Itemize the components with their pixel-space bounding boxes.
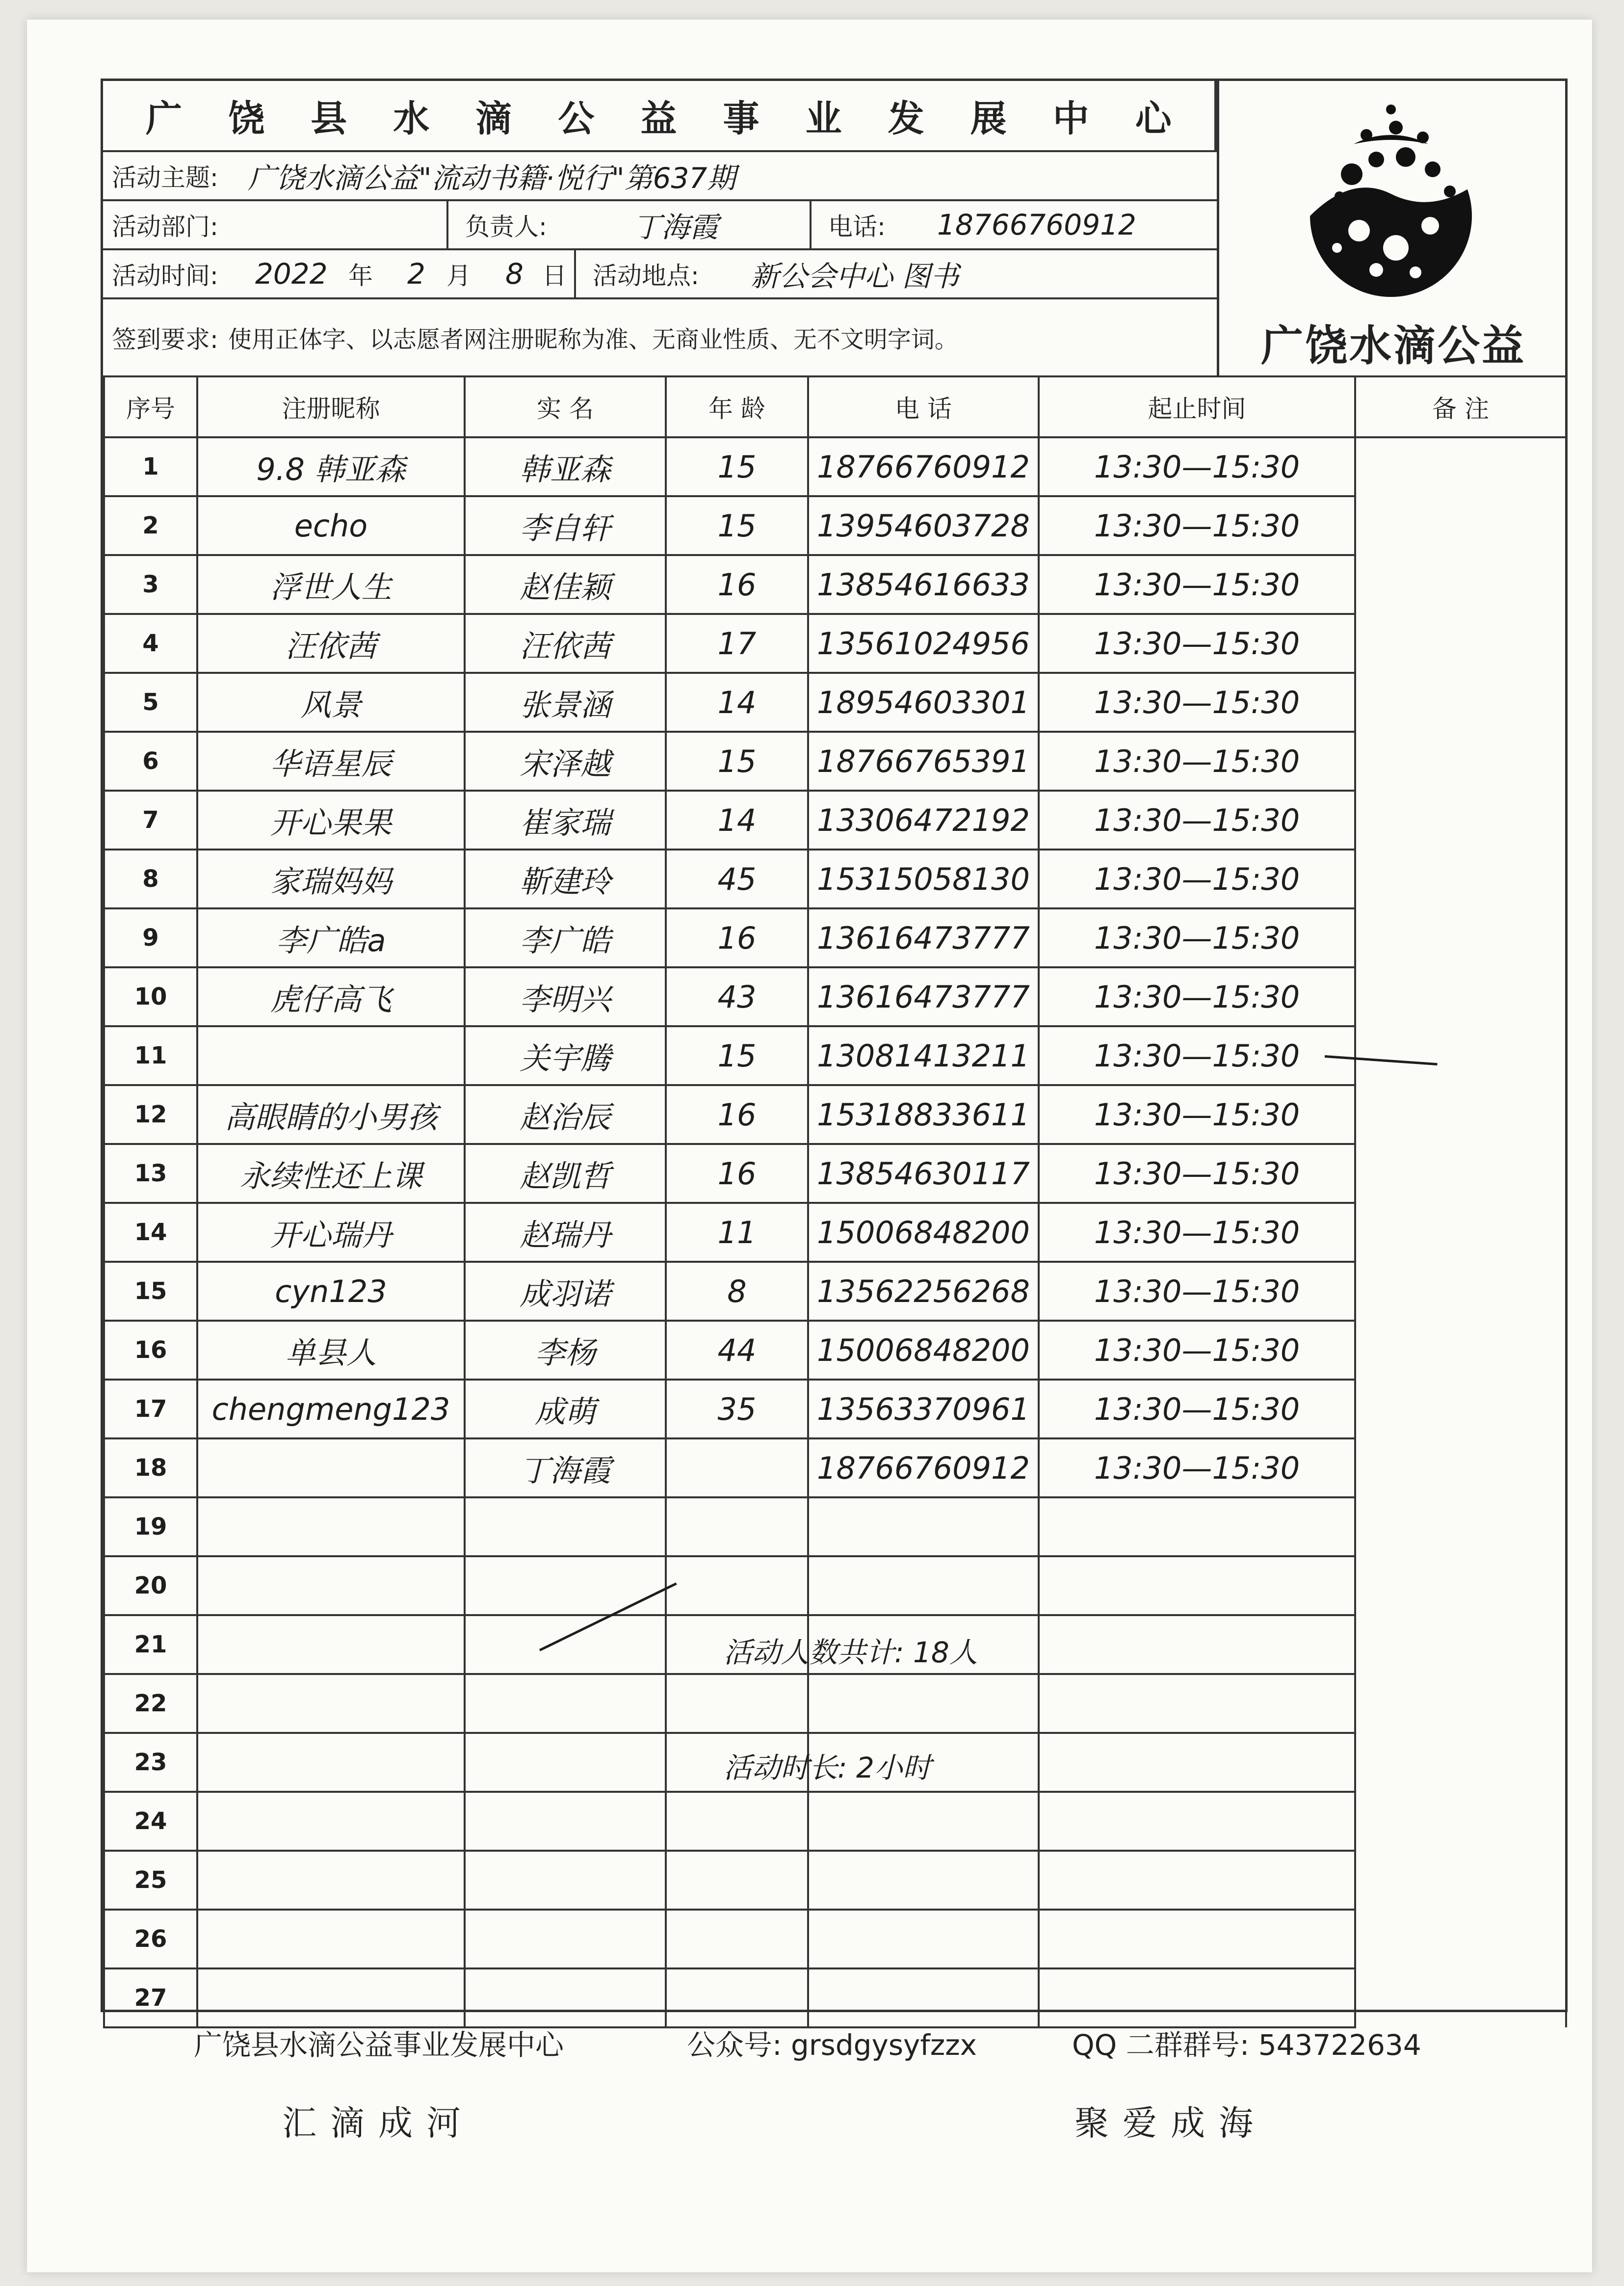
cell-phone [808, 1968, 1039, 2027]
cell-name: 李广皓 [465, 908, 666, 967]
cell-remark [1355, 1497, 1566, 1556]
cell-remark [1355, 1262, 1566, 1321]
cell-name: 汪依茜 [465, 614, 666, 673]
cell-phone: 15006848200 [808, 1203, 1039, 1262]
cell-time: 13:30—15:30 [1039, 850, 1355, 908]
table-row [104, 614, 1566, 673]
cell-age: 16 [666, 1144, 808, 1203]
cell-age [666, 1556, 808, 1615]
cell-no: 3 [104, 555, 197, 614]
title-char: 事 [723, 97, 760, 140]
cell-remark [1355, 850, 1566, 908]
divider [574, 250, 576, 297]
cell-no: 17 [104, 1380, 197, 1438]
time-month-unit: 月 [446, 262, 471, 290]
cell-phone: 13081413211 [808, 1026, 1039, 1085]
cell-nickname: chengmeng123 [197, 1380, 465, 1438]
cell-phone: 18954603301 [808, 673, 1039, 732]
cell-time [1039, 1556, 1355, 1615]
cell-remark [1355, 1380, 1566, 1438]
footer-qq: QQ 二群群号: 543722634 [1072, 2028, 1421, 2062]
cell-no: 18 [104, 1438, 197, 1497]
cell-no: 11 [104, 1026, 197, 1085]
cell-time: 13:30—15:30 [1039, 673, 1355, 732]
logo [1217, 81, 1565, 375]
cell-age [666, 1438, 808, 1497]
place-label: 活动地点: [593, 262, 699, 290]
motto-left: 汇滴成河 [282, 2103, 474, 2143]
cell-time: 13:30—15:30 [1039, 555, 1355, 614]
cell-remark [1355, 1733, 1566, 1792]
cell-phone: 13854616633 [808, 555, 1039, 614]
cell-no: 1 [104, 437, 197, 496]
cell-name: 丁海霞 [465, 1438, 666, 1497]
cell-name [465, 1497, 666, 1556]
cell-time: 13:30—15:30 [1039, 732, 1355, 791]
cell-no: 2 [104, 496, 197, 555]
cell-remark [1355, 1203, 1566, 1262]
table-row [104, 555, 1566, 614]
time-year: 2022 [255, 257, 328, 291]
cell-time: 13:30—15:30 [1039, 437, 1355, 496]
cell-no: 21 [104, 1615, 197, 1674]
cell-time [1039, 1497, 1355, 1556]
cell-name: 赵凯哲 [465, 1144, 666, 1203]
phone-value: 18766760912 [937, 208, 1136, 241]
cell-name: 李明兴 [465, 967, 666, 1026]
cell-nickname [197, 1674, 465, 1733]
col-header-remark: 备 注 [1355, 376, 1566, 437]
cell-time: 13:30—15:30 [1039, 908, 1355, 967]
cell-remark [1355, 1556, 1566, 1615]
cell-remark [1355, 1144, 1566, 1203]
cell-phone: 13616473777 [808, 967, 1039, 1026]
cell-phone: 18766765391 [808, 732, 1039, 791]
col-header-nickname: 注册昵称 [197, 376, 465, 437]
cell-nickname: 开心瑞丹 [197, 1203, 465, 1262]
title-char: 县 [311, 97, 347, 140]
cell-time [1039, 1910, 1355, 1968]
cell-time [1039, 1615, 1355, 1674]
title-char: 公 [558, 97, 595, 140]
footer-org: 广饶县水滴公益事业发展中心 [194, 2028, 564, 2062]
cell-remark [1355, 1851, 1566, 1910]
table-row [104, 1203, 1566, 1262]
time-label: 活动时间: [112, 262, 218, 290]
col-header-phone: 电 话 [808, 376, 1039, 437]
cell-name: 张景涵 [465, 673, 666, 732]
cell-age: 45 [666, 850, 808, 908]
cell-nickname [197, 1438, 465, 1497]
cell-nickname: echo [197, 496, 465, 555]
title-char: 水 [393, 97, 430, 140]
cell-no: 6 [104, 732, 197, 791]
cell-no: 25 [104, 1851, 197, 1910]
cell-nickname [197, 1556, 465, 1615]
cell-no: 7 [104, 791, 197, 850]
dept-row [103, 201, 1217, 250]
cell-nickname: 华语星辰 [197, 732, 465, 791]
cell-phone: 15315058130 [808, 850, 1039, 908]
divider [446, 201, 448, 248]
cell-no: 24 [104, 1792, 197, 1851]
cell-age: 8 [666, 1262, 808, 1321]
cell-no: 14 [104, 1203, 197, 1262]
cell-time: 13:30—15:30 [1039, 1321, 1355, 1380]
cell-remark [1355, 1968, 1566, 2027]
cell-name: 李杨 [465, 1321, 666, 1380]
table-row [104, 496, 1566, 555]
cell-age: 15 [666, 437, 808, 496]
title-char: 中 [1052, 97, 1089, 140]
title-char: 益 [640, 97, 677, 140]
cell-name: 赵治辰 [465, 1085, 666, 1144]
cell-nickname: 高眼睛的小男孩 [197, 1085, 465, 1144]
cell-remark [1355, 437, 1566, 496]
cell-age [666, 1674, 808, 1733]
table-row [104, 732, 1566, 791]
cell-name [465, 1674, 666, 1733]
cell-time [1039, 1733, 1355, 1792]
cell-phone: 13563370961 [808, 1380, 1039, 1438]
cell-remark [1355, 1674, 1566, 1733]
title-char: 展 [970, 97, 1007, 140]
cell-age [666, 1497, 808, 1556]
cell-no: 8 [104, 850, 197, 908]
time-year-unit: 年 [348, 262, 373, 290]
table-header-row [104, 376, 1566, 437]
cell-phone [808, 1674, 1039, 1733]
cell-age: 16 [666, 555, 808, 614]
divider [810, 201, 812, 248]
cell-no: 26 [104, 1910, 197, 1968]
col-header-no: 序号 [104, 376, 197, 437]
cell-no: 10 [104, 967, 197, 1026]
cell-phone: 13954603728 [808, 496, 1039, 555]
cell-name: 崔家瑞 [465, 791, 666, 850]
cell-name [465, 1910, 666, 1968]
cell-nickname: cyn123 [197, 1262, 465, 1321]
cell-nickname: 风景 [197, 673, 465, 732]
cell-age: 11 [666, 1203, 808, 1262]
cell-time: 13:30—15:30 [1039, 1203, 1355, 1262]
time-row [103, 250, 1217, 299]
cell-remark [1355, 614, 1566, 673]
cell-time [1039, 1792, 1355, 1851]
org-title [103, 81, 1217, 152]
time-day: 8 [505, 257, 524, 291]
table-row [104, 1262, 1566, 1321]
cell-nickname: 永续性还上课 [197, 1144, 465, 1203]
cell-age: 15 [666, 1026, 808, 1085]
cell-remark [1355, 1321, 1566, 1380]
table-row [104, 673, 1566, 732]
cell-no: 22 [104, 1674, 197, 1733]
cell-remark [1355, 496, 1566, 555]
table-row [104, 1380, 1566, 1438]
table-row [104, 850, 1566, 908]
cell-no: 27 [104, 1968, 197, 2027]
cell-remark [1355, 791, 1566, 850]
cell-name [465, 1968, 666, 2027]
cell-age: 16 [666, 908, 808, 967]
cell-phone [808, 1910, 1039, 1968]
table-row [104, 1968, 1566, 2027]
cell-time: 13:30—15:30 [1039, 1438, 1355, 1497]
title-char: 发 [888, 97, 924, 140]
cell-age: 15 [666, 496, 808, 555]
cell-no: 13 [104, 1144, 197, 1203]
cell-time: 13:30—15:30 [1039, 967, 1355, 1026]
table-row [104, 437, 1566, 496]
cell-nickname: 汪依茜 [197, 614, 465, 673]
place-value: 新公会中心 图书 [751, 260, 959, 293]
cell-name: 成羽诺 [465, 1262, 666, 1321]
cell-phone: 18766760912 [808, 437, 1039, 496]
cell-time: 13:30—15:30 [1039, 1144, 1355, 1203]
cell-time [1039, 1674, 1355, 1733]
cell-no: 19 [104, 1497, 197, 1556]
col-header-time: 起止时间 [1039, 376, 1355, 437]
phone-label: 电话: [828, 213, 886, 241]
cell-phone: 13562256268 [808, 1262, 1039, 1321]
cell-name: 关宇腾 [465, 1026, 666, 1085]
cell-remark [1355, 1026, 1566, 1085]
cell-name [465, 1556, 666, 1615]
water-drop-logo-icon [1254, 101, 1528, 297]
cell-remark [1355, 673, 1566, 732]
table-row [104, 791, 1566, 850]
cell-remark [1355, 1910, 1566, 1968]
cell-name: 韩亚森 [465, 437, 666, 496]
cell-name [465, 1792, 666, 1851]
cell-age: 16 [666, 1085, 808, 1144]
cell-nickname [197, 1026, 465, 1085]
cell-age [666, 1910, 808, 1968]
cell-nickname [197, 1792, 465, 1851]
table-row [104, 1144, 1566, 1203]
cell-phone [808, 1556, 1039, 1615]
time-day-unit: 日 [542, 262, 567, 290]
cell-nickname [197, 1497, 465, 1556]
total-people-note: 活动人数共计: 18人 [724, 1636, 978, 1669]
col-header-name: 实 名 [465, 376, 666, 437]
cell-remark [1355, 1438, 1566, 1497]
table-row [104, 1085, 1566, 1144]
cell-phone: 15006848200 [808, 1321, 1039, 1380]
table-row [104, 967, 1566, 1026]
cell-age: 15 [666, 732, 808, 791]
title-char: 业 [805, 97, 842, 140]
cell-nickname [197, 1968, 465, 2027]
cell-time: 13:30—15:30 [1039, 496, 1355, 555]
cell-age [666, 1968, 808, 2027]
table-row [104, 1674, 1566, 1733]
theme-label: 活动主题: [112, 163, 218, 192]
cell-name: 成萌 [465, 1380, 666, 1438]
cell-remark [1355, 967, 1566, 1026]
cell-name: 赵佳颖 [465, 555, 666, 614]
cell-time: 13:30—15:30 [1039, 614, 1355, 673]
cell-remark [1355, 1085, 1566, 1144]
title-char: 心 [1135, 97, 1172, 140]
cell-phone [808, 1792, 1039, 1851]
cell-phone: 13561024956 [808, 614, 1039, 673]
cell-no: 15 [104, 1262, 197, 1321]
sign-requirement-row [103, 299, 1217, 375]
cell-phone: 15318833611 [808, 1085, 1039, 1144]
table-row [104, 1438, 1566, 1497]
cell-nickname: 虎仔高飞 [197, 967, 465, 1026]
cell-remark [1355, 908, 1566, 967]
logo-text: 广饶水滴公益 [1261, 321, 1526, 371]
cell-phone: 18766760912 [808, 1438, 1039, 1497]
sign-label: 签到要求: [112, 325, 218, 354]
cell-no: 4 [104, 614, 197, 673]
cell-name [465, 1733, 666, 1792]
theme-value: 广饶水滴公益"流动书籍·悦行"第637期 [247, 161, 736, 195]
leader-label: 负责人: [465, 213, 547, 241]
cell-age: 14 [666, 791, 808, 850]
cell-time: 13:30—15:30 [1039, 1026, 1355, 1085]
dept-label: 活动部门: [112, 213, 218, 241]
cell-time [1039, 1968, 1355, 2027]
cell-no: 23 [104, 1733, 197, 1792]
cell-time: 13:30—15:30 [1039, 1085, 1355, 1144]
title-char: 滴 [475, 97, 512, 140]
cell-age [666, 1851, 808, 1910]
cell-no: 12 [104, 1085, 197, 1144]
col-header-age: 年 龄 [666, 376, 808, 437]
cell-phone: 13306472192 [808, 791, 1039, 850]
cell-age: 43 [666, 967, 808, 1026]
footer-wechat: 公众号: grsdgysyfzzx [687, 2028, 977, 2062]
cell-phone [808, 1497, 1039, 1556]
title-char: 广 [146, 97, 183, 140]
sign-in-form [101, 79, 1568, 2012]
cell-nickname [197, 1851, 465, 1910]
cell-nickname: 开心果果 [197, 791, 465, 850]
cell-time: 13:30—15:30 [1039, 1380, 1355, 1438]
cell-nickname [197, 1733, 465, 1792]
cell-nickname: 浮世人生 [197, 555, 465, 614]
cell-nickname [197, 1615, 465, 1674]
cell-nickname: 李广皓a [197, 908, 465, 967]
time-month: 2 [407, 257, 425, 291]
theme-row [103, 152, 1217, 201]
table-row [104, 1792, 1566, 1851]
cell-age: 44 [666, 1321, 808, 1380]
cell-name: 靳建玲 [465, 850, 666, 908]
cell-name: 宋泽越 [465, 732, 666, 791]
cell-nickname: 9.8 韩亚森 [197, 437, 465, 496]
cell-time: 13:30—15:30 [1039, 1262, 1355, 1321]
cell-nickname: 单县人 [197, 1321, 465, 1380]
title-char: 饶 [228, 97, 265, 140]
cell-age: 14 [666, 673, 808, 732]
cell-time [1039, 1851, 1355, 1910]
cell-no: 16 [104, 1321, 197, 1380]
table-row [104, 1851, 1566, 1910]
cell-nickname: 家瑞妈妈 [197, 850, 465, 908]
cell-phone [808, 1851, 1039, 1910]
motto-right: 聚爱成海 [1074, 2103, 1267, 2143]
cell-phone: 13616473777 [808, 908, 1039, 967]
cell-remark [1355, 1792, 1566, 1851]
cell-age: 35 [666, 1380, 808, 1438]
table-row [104, 1026, 1566, 1085]
cell-remark [1355, 1615, 1566, 1674]
cell-name: 李自轩 [465, 496, 666, 555]
cell-remark [1355, 732, 1566, 791]
cell-phone: 13854630117 [808, 1144, 1039, 1203]
cell-no: 20 [104, 1556, 197, 1615]
cell-name [465, 1851, 666, 1910]
table-row [104, 1910, 1566, 1968]
cell-age [666, 1792, 808, 1851]
cell-nickname [197, 1910, 465, 1968]
cell-name [465, 1615, 666, 1674]
cell-name: 赵瑞丹 [465, 1203, 666, 1262]
cell-remark [1355, 555, 1566, 614]
cell-no: 5 [104, 673, 197, 732]
cell-age: 17 [666, 614, 808, 673]
table-row [104, 1556, 1566, 1615]
paper-sheet [27, 20, 1592, 2272]
total-hours-note: 活动时长: 2小时 [724, 1751, 931, 1784]
sign-value: 使用正体字、以志愿者网注册昵称为准、无商业性质、无不文明字词。 [228, 326, 958, 353]
leader-value: 丁海霞 [633, 211, 719, 244]
table-row [104, 1497, 1566, 1556]
table-row [104, 908, 1566, 967]
table-row [104, 1321, 1566, 1380]
cell-time: 13:30—15:30 [1039, 791, 1355, 850]
cell-no: 9 [104, 908, 197, 967]
